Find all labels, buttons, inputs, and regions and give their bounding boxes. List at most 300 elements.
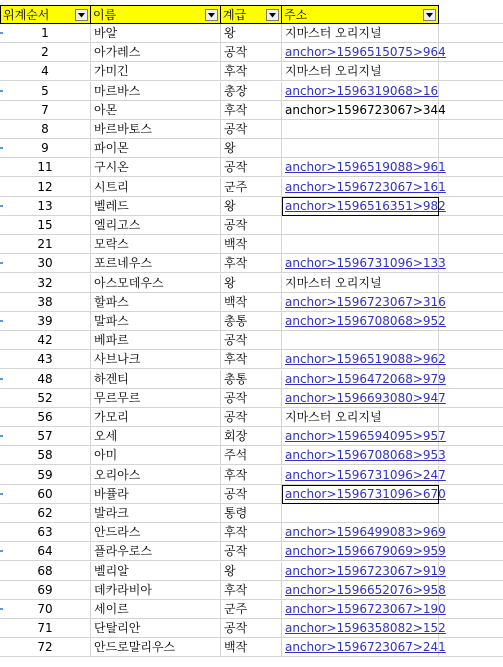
name-cell[interactable] bbox=[91, 408, 221, 427]
table-row bbox=[0, 350, 503, 369]
empty-cell[interactable] bbox=[439, 389, 503, 408]
empty-cell[interactable] bbox=[439, 293, 503, 312]
rank-cell-text: 7 bbox=[41, 102, 49, 117]
rank-cell-text: 52 bbox=[37, 390, 53, 405]
name-cell[interactable] bbox=[91, 216, 221, 235]
title-cell-text: 공작 bbox=[224, 333, 248, 348]
address-cell[interactable] bbox=[282, 101, 446, 120]
header-row bbox=[0, 5, 503, 24]
name-cell-text: 안드로말리우스 bbox=[94, 640, 176, 655]
title-cell[interactable] bbox=[221, 600, 282, 619]
address-link[interactable]: anchor>1596472068>979 bbox=[285, 371, 446, 386]
rank-cell[interactable] bbox=[0, 408, 91, 427]
table-row bbox=[0, 274, 503, 293]
header-rank-label: 위계순서 bbox=[3, 8, 50, 22]
rank-cell-text: 4 bbox=[41, 64, 49, 79]
table-row bbox=[0, 331, 503, 350]
name-cell[interactable] bbox=[91, 542, 221, 561]
rank-cell-text: 5 bbox=[41, 83, 49, 98]
name-cell[interactable] bbox=[91, 466, 221, 485]
address-cell[interactable] bbox=[282, 542, 446, 561]
row-marker bbox=[0, 32, 3, 34]
address-link[interactable]: anchor>1596358082>152 bbox=[285, 621, 446, 636]
rank-cell[interactable] bbox=[0, 82, 91, 101]
name-cell[interactable] bbox=[91, 350, 221, 369]
table-row bbox=[0, 370, 503, 389]
rank-cell[interactable] bbox=[0, 101, 91, 120]
address-cell[interactable] bbox=[282, 370, 446, 389]
title-cell[interactable] bbox=[221, 312, 282, 331]
rank-cell[interactable] bbox=[0, 638, 91, 657]
address-cell[interactable] bbox=[282, 331, 439, 350]
title-cell-text: 후작 bbox=[224, 525, 248, 540]
name-cell[interactable] bbox=[91, 312, 221, 331]
name-cell-text: 모락스 bbox=[94, 237, 129, 252]
rank-cell[interactable] bbox=[0, 62, 91, 81]
rank-cell[interactable] bbox=[0, 562, 91, 581]
name-cell[interactable] bbox=[91, 274, 221, 293]
rank-cell[interactable] bbox=[0, 120, 91, 139]
rank-cell[interactable] bbox=[0, 504, 91, 523]
empty-cell[interactable] bbox=[439, 254, 503, 273]
rank-cell[interactable] bbox=[0, 542, 91, 561]
title-cell[interactable] bbox=[221, 158, 282, 177]
name-cell-text: 마르바스 bbox=[94, 83, 141, 98]
empty-cell[interactable] bbox=[439, 581, 503, 600]
title-cell[interactable] bbox=[221, 216, 282, 235]
rank-cell-text: 72 bbox=[37, 640, 53, 655]
rank-cell[interactable] bbox=[0, 139, 91, 158]
rank-cell-text: 9 bbox=[41, 141, 49, 156]
empty-cell[interactable] bbox=[439, 562, 503, 581]
name-cell[interactable] bbox=[91, 254, 221, 273]
name-cell[interactable] bbox=[91, 446, 221, 465]
rank-cell[interactable] bbox=[0, 24, 91, 43]
address-link[interactable]: anchor>1596515075>964 bbox=[285, 45, 446, 60]
address-link[interactable]: anchor>1596693080>947 bbox=[285, 390, 446, 405]
address-cell[interactable] bbox=[282, 350, 446, 369]
address-cell[interactable] bbox=[282, 312, 446, 331]
rank-cell[interactable] bbox=[0, 235, 91, 254]
name-cell[interactable] bbox=[91, 600, 221, 619]
empty-cell[interactable] bbox=[439, 120, 503, 139]
name-cell-text: 벨리알 bbox=[94, 563, 129, 578]
address-link[interactable]: anchor>1596723067>161 bbox=[285, 179, 446, 194]
address-link[interactable]: anchor>1596516351>982 bbox=[285, 198, 446, 213]
address-cell[interactable] bbox=[282, 600, 446, 619]
rank-cell-text: 42 bbox=[37, 333, 53, 348]
rank-cell[interactable] bbox=[0, 254, 91, 273]
rank-cell[interactable] bbox=[0, 523, 91, 542]
name-cell[interactable] bbox=[91, 139, 221, 158]
rank-cell[interactable] bbox=[0, 466, 91, 485]
title-cell-text: 공작 bbox=[224, 122, 248, 136]
rank-cell[interactable] bbox=[0, 389, 91, 408]
name-cell[interactable] bbox=[91, 62, 221, 81]
table-row bbox=[0, 43, 503, 62]
name-cell[interactable] bbox=[91, 82, 221, 101]
name-cell-text: 시트리 bbox=[94, 179, 129, 194]
filter-dropdown-icon[interactable] bbox=[75, 9, 88, 21]
address-link[interactable]: anchor>1596708068>953 bbox=[285, 448, 446, 463]
row-marker bbox=[0, 262, 3, 264]
title-cell-text: 왕 bbox=[224, 563, 236, 578]
title-cell-text: 후작 bbox=[224, 64, 248, 79]
empty-cell[interactable] bbox=[439, 504, 503, 523]
title-cell[interactable] bbox=[221, 542, 282, 561]
name-cell[interactable] bbox=[91, 235, 221, 254]
address-cell[interactable] bbox=[282, 254, 446, 273]
address-cell[interactable] bbox=[282, 293, 446, 312]
title-cell[interactable] bbox=[221, 293, 282, 312]
row-marker bbox=[0, 90, 3, 92]
address-cell[interactable] bbox=[282, 24, 439, 43]
empty-cell[interactable] bbox=[439, 274, 503, 293]
rank-cell[interactable] bbox=[0, 581, 91, 600]
address-cell[interactable] bbox=[282, 581, 446, 600]
rank-cell-text: 39 bbox=[37, 314, 53, 328]
empty-cell[interactable] bbox=[439, 523, 503, 542]
title-cell-text: 총통 bbox=[224, 314, 248, 328]
title-cell[interactable] bbox=[221, 427, 282, 446]
empty-cell[interactable] bbox=[439, 216, 503, 235]
address-cell-text: 지마스터 오리지널 bbox=[285, 64, 382, 79]
title-cell-text: 공작 bbox=[224, 218, 248, 232]
rank-cell[interactable] bbox=[0, 370, 91, 389]
table-row bbox=[0, 293, 503, 312]
empty-cell[interactable] bbox=[439, 408, 503, 427]
rank-cell[interactable] bbox=[0, 312, 91, 331]
header-name[interactable] bbox=[91, 5, 221, 24]
rank-cell[interactable] bbox=[0, 350, 91, 369]
empty-cell[interactable] bbox=[439, 485, 503, 504]
rank-cell-text: 48 bbox=[37, 371, 53, 386]
address-link[interactable]: anchor>1596723067>190 bbox=[285, 602, 446, 616]
address-cell[interactable] bbox=[282, 139, 439, 158]
rank-cell[interactable] bbox=[0, 43, 91, 62]
address-link[interactable]: anchor>1596319068>16 bbox=[285, 83, 439, 98]
name-cell-text: 가모리 bbox=[94, 410, 129, 424]
address-cell[interactable] bbox=[282, 562, 446, 581]
rank-cell[interactable] bbox=[0, 331, 91, 350]
title-cell[interactable] bbox=[221, 523, 282, 542]
title-cell[interactable] bbox=[221, 446, 282, 465]
title-cell[interactable] bbox=[221, 197, 282, 216]
name-cell[interactable] bbox=[91, 120, 221, 139]
address-link[interactable]: anchor>1596652076>958 bbox=[285, 582, 446, 597]
address-cell[interactable] bbox=[282, 235, 439, 254]
empty-cell[interactable] bbox=[439, 446, 503, 465]
title-cell-text: 왕 bbox=[224, 141, 236, 156]
empty-cell[interactable] bbox=[439, 619, 503, 638]
name-cell[interactable] bbox=[91, 43, 221, 62]
name-cell[interactable] bbox=[91, 523, 221, 542]
name-cell-text: 할파스 bbox=[94, 294, 129, 309]
table-row bbox=[0, 638, 503, 657]
empty-cell[interactable] bbox=[439, 197, 503, 216]
empty-cell[interactable] bbox=[439, 370, 503, 389]
title-cell[interactable] bbox=[221, 120, 282, 139]
title-cell[interactable] bbox=[221, 466, 282, 485]
title-cell[interactable] bbox=[221, 581, 282, 600]
rank-cell[interactable] bbox=[0, 158, 91, 177]
table-row bbox=[0, 254, 503, 273]
title-cell-text: 총통 bbox=[224, 371, 248, 386]
title-cell[interactable] bbox=[221, 562, 282, 581]
empty-cell[interactable] bbox=[439, 62, 503, 81]
title-cell[interactable] bbox=[221, 370, 282, 389]
table-row bbox=[0, 120, 503, 139]
rank-cell[interactable] bbox=[0, 178, 91, 197]
title-cell[interactable] bbox=[221, 43, 282, 62]
address-link[interactable]: anchor>1596723067>919 bbox=[285, 563, 446, 578]
title-cell[interactable] bbox=[221, 139, 282, 158]
name-cell[interactable] bbox=[91, 562, 221, 581]
address-link[interactable]: anchor>1596679069>959 bbox=[285, 544, 446, 559]
title-cell-text: 공작 bbox=[224, 45, 248, 60]
header-rank[interactable] bbox=[0, 5, 91, 24]
address-cell-text: 지마스터 오리지널 bbox=[285, 275, 382, 290]
rank-cell-text: 12 bbox=[37, 179, 53, 194]
rank-cell-text: 15 bbox=[37, 218, 53, 232]
title-cell-text: 후작 bbox=[224, 582, 248, 597]
address-cell[interactable] bbox=[282, 82, 439, 101]
name-cell-text: 바알 bbox=[94, 26, 118, 40]
empty-cell[interactable] bbox=[439, 312, 503, 331]
row-marker bbox=[0, 493, 3, 495]
title-cell[interactable] bbox=[221, 485, 282, 504]
table-row bbox=[0, 197, 503, 216]
empty-cell[interactable] bbox=[439, 542, 503, 561]
address-cell[interactable] bbox=[282, 638, 446, 657]
address-link[interactable]: anchor>1596731096>247 bbox=[285, 467, 446, 482]
address-cell[interactable] bbox=[282, 120, 439, 139]
empty-cell[interactable] bbox=[439, 466, 503, 485]
address-cell[interactable] bbox=[282, 408, 439, 427]
title-cell[interactable] bbox=[221, 274, 282, 293]
address-link[interactable]: anchor>1596723067>241 bbox=[285, 640, 446, 655]
name-cell[interactable] bbox=[91, 619, 221, 638]
address-link[interactable]: anchor>1596723067>316 bbox=[285, 294, 446, 309]
title-cell[interactable] bbox=[221, 389, 282, 408]
empty-cell[interactable] bbox=[439, 139, 503, 158]
address-link[interactable]: anchor>1596594095>957 bbox=[285, 429, 446, 444]
address-link[interactable]: anchor>1596731096>133 bbox=[285, 256, 446, 271]
table-row bbox=[0, 178, 503, 197]
name-cell-text: 플라우로스 bbox=[94, 544, 152, 559]
name-cell-text: 하겐티 bbox=[94, 371, 129, 386]
header-address[interactable] bbox=[282, 5, 439, 24]
empty-cell[interactable] bbox=[439, 178, 503, 197]
table-row bbox=[0, 216, 503, 235]
address-cell-text: 지마스터 오리지널 bbox=[285, 26, 382, 40]
address-link[interactable]: anchor>1596708068>952 bbox=[285, 314, 446, 328]
row-marker bbox=[0, 378, 3, 380]
empty-cell[interactable] bbox=[439, 158, 503, 177]
address-cell[interactable] bbox=[282, 446, 446, 465]
address-cell[interactable] bbox=[282, 485, 446, 504]
address-cell[interactable] bbox=[282, 274, 439, 293]
empty-cell[interactable] bbox=[439, 331, 503, 350]
address-link[interactable]: anchor>1596519088>961 bbox=[285, 160, 446, 175]
address-cell[interactable] bbox=[282, 619, 446, 638]
name-cell[interactable] bbox=[91, 158, 221, 177]
name-cell[interactable] bbox=[91, 331, 221, 350]
rank-cell-text: 57 bbox=[37, 429, 53, 444]
table-row bbox=[0, 562, 503, 581]
header-title-label: 계급 bbox=[223, 8, 247, 22]
name-cell[interactable] bbox=[91, 389, 221, 408]
name-cell[interactable] bbox=[91, 504, 221, 523]
title-cell[interactable] bbox=[221, 504, 282, 523]
header-title[interactable] bbox=[221, 5, 282, 24]
rank-cell[interactable] bbox=[0, 274, 91, 293]
header-address-label: 주소 bbox=[284, 8, 308, 22]
title-cell-text: 주석 bbox=[224, 448, 248, 463]
title-cell[interactable] bbox=[221, 408, 282, 427]
address-cell[interactable] bbox=[282, 43, 446, 62]
rank-cell-text: 64 bbox=[37, 544, 53, 559]
address-cell[interactable] bbox=[282, 158, 446, 177]
table-row bbox=[0, 312, 503, 331]
name-cell-text: 아미 bbox=[94, 448, 118, 463]
rank-cell[interactable] bbox=[0, 619, 91, 638]
rank-cell[interactable] bbox=[0, 485, 91, 504]
address-link[interactable]: anchor>1596731096>670 bbox=[285, 486, 446, 501]
address-cell[interactable] bbox=[282, 216, 439, 235]
table-row bbox=[0, 82, 503, 101]
name-cell-text: 데카라비아 bbox=[94, 582, 152, 597]
rank-cell[interactable] bbox=[0, 293, 91, 312]
empty-cell[interactable] bbox=[439, 600, 503, 619]
name-cell[interactable] bbox=[91, 101, 221, 120]
name-cell[interactable] bbox=[91, 370, 221, 389]
empty-cell[interactable] bbox=[439, 101, 503, 120]
rank-cell-text: 63 bbox=[37, 525, 53, 540]
name-cell-text: 베파르 bbox=[94, 333, 129, 348]
empty-cell[interactable] bbox=[439, 638, 503, 657]
title-cell[interactable] bbox=[221, 235, 282, 254]
title-cell-text: 후작 bbox=[224, 467, 248, 482]
empty-cell[interactable] bbox=[439, 350, 503, 369]
address-cell[interactable] bbox=[282, 504, 439, 523]
rank-cell[interactable] bbox=[0, 197, 91, 216]
rank-cell-text: 21 bbox=[37, 237, 53, 252]
name-cell[interactable] bbox=[91, 197, 221, 216]
title-cell-text: 공작 bbox=[224, 544, 248, 559]
rank-cell-text: 58 bbox=[37, 448, 53, 463]
title-cell[interactable] bbox=[221, 619, 282, 638]
address-cell[interactable] bbox=[282, 523, 446, 542]
filter-dropdown-icon[interactable] bbox=[266, 9, 279, 21]
name-cell-text: 오세 bbox=[94, 429, 118, 444]
empty-cell[interactable] bbox=[439, 235, 503, 254]
title-cell[interactable] bbox=[221, 331, 282, 350]
title-cell[interactable] bbox=[221, 178, 282, 197]
rank-cell-text: 69 bbox=[37, 582, 53, 597]
title-cell-text: 군주 bbox=[224, 179, 248, 194]
address-cell[interactable] bbox=[282, 427, 446, 446]
table-row bbox=[0, 427, 503, 446]
address-link[interactable]: anchor>1596499083>969 bbox=[285, 525, 446, 540]
table-row bbox=[0, 62, 503, 81]
title-cell-text: 왕 bbox=[224, 275, 236, 290]
title-cell[interactable] bbox=[221, 638, 282, 657]
title-cell[interactable] bbox=[221, 101, 282, 120]
table-row bbox=[0, 542, 503, 561]
name-cell-text: 사브나크 bbox=[94, 352, 141, 367]
rank-cell-text: 13 bbox=[37, 198, 53, 213]
title-cell[interactable] bbox=[221, 82, 282, 101]
filter-dropdown-icon[interactable] bbox=[205, 9, 218, 21]
rank-cell-text: 62 bbox=[37, 506, 53, 520]
rank-cell-text: 43 bbox=[37, 352, 53, 367]
address-link[interactable]: anchor>1596519088>962 bbox=[285, 352, 446, 367]
empty-cell[interactable] bbox=[439, 5, 503, 24]
name-cell-text: 말파스 bbox=[94, 314, 129, 328]
rank-cell-text: 8 bbox=[41, 122, 49, 136]
name-cell[interactable] bbox=[91, 638, 221, 657]
title-cell[interactable] bbox=[221, 254, 282, 273]
empty-cell[interactable] bbox=[439, 427, 503, 446]
title-cell[interactable] bbox=[221, 24, 282, 43]
name-cell[interactable] bbox=[91, 24, 221, 43]
address-cell[interactable] bbox=[282, 466, 446, 485]
rank-cell[interactable] bbox=[0, 446, 91, 465]
table-row bbox=[0, 24, 503, 43]
table-row bbox=[0, 600, 503, 619]
address-cell[interactable] bbox=[282, 389, 446, 408]
name-cell[interactable] bbox=[91, 485, 221, 504]
address-cell-text: anchor>1596723067>344 bbox=[285, 102, 446, 117]
address-cell[interactable] bbox=[282, 197, 446, 216]
name-cell[interactable] bbox=[91, 581, 221, 600]
empty-cell[interactable] bbox=[439, 82, 503, 101]
name-cell-text: 단탈리안 bbox=[94, 621, 141, 636]
name-cell[interactable] bbox=[91, 427, 221, 446]
rank-cell[interactable] bbox=[0, 427, 91, 446]
table-row bbox=[0, 504, 503, 523]
rank-cell-text: 70 bbox=[37, 602, 53, 616]
rank-cell[interactable] bbox=[0, 216, 91, 235]
empty-cell[interactable] bbox=[439, 43, 503, 62]
filter-dropdown-icon[interactable] bbox=[423, 9, 436, 21]
empty-cell[interactable] bbox=[439, 24, 503, 43]
row-marker bbox=[0, 550, 3, 552]
title-cell[interactable] bbox=[221, 62, 282, 81]
row-marker bbox=[0, 205, 3, 207]
address-cell-text: 지마스터 오리지널 bbox=[285, 410, 382, 424]
table-row bbox=[0, 101, 503, 120]
rank-cell-text: 38 bbox=[37, 294, 53, 309]
title-cell-text: 백작 bbox=[224, 294, 248, 309]
title-cell-text: 후작 bbox=[224, 256, 248, 271]
rank-cell-text: 32 bbox=[37, 275, 53, 290]
name-cell[interactable] bbox=[91, 293, 221, 312]
address-cell[interactable] bbox=[282, 62, 439, 81]
rank-cell[interactable] bbox=[0, 600, 91, 619]
title-cell-text: 회장 bbox=[224, 429, 248, 444]
title-cell[interactable] bbox=[221, 350, 282, 369]
rank-cell-text: 60 bbox=[37, 486, 53, 501]
address-cell[interactable] bbox=[282, 178, 446, 197]
name-cell[interactable] bbox=[91, 178, 221, 197]
title-cell-text: 공작 bbox=[224, 160, 248, 175]
title-cell-text: 공작 bbox=[224, 621, 248, 636]
rank-cell-text: 56 bbox=[37, 410, 53, 424]
row-marker bbox=[0, 608, 3, 610]
title-cell-text: 후작 bbox=[224, 102, 248, 117]
